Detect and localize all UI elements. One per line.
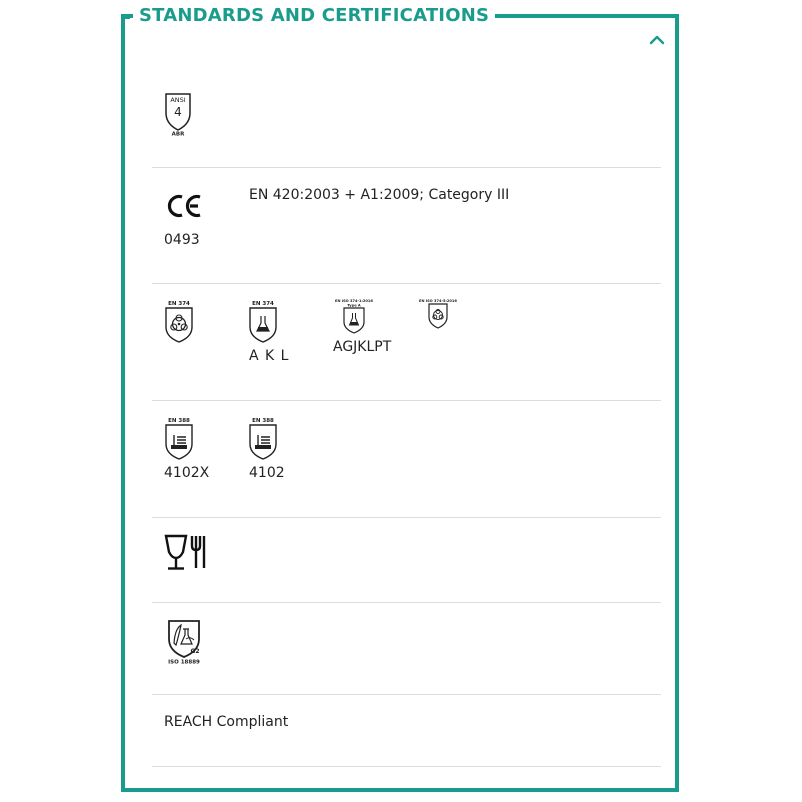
badge-top: ANSI bbox=[170, 96, 186, 104]
badge-top: EN ISO 374-5:2016 bbox=[419, 299, 457, 303]
cert-row-en388 bbox=[152, 401, 661, 518]
cert-row-ce bbox=[152, 168, 661, 284]
badge-sub: Type A bbox=[347, 303, 361, 308]
en388-code-2: 4102 bbox=[249, 465, 285, 481]
badge-top: EN 388 bbox=[252, 418, 274, 424]
iso-18889-shield-icon bbox=[165, 619, 205, 669]
cert-row-en374 bbox=[152, 284, 661, 401]
food-safe-glass-fork-icon bbox=[164, 534, 208, 576]
en388-mechanical-shield-icon bbox=[247, 415, 281, 465]
badge-top: EN ISO 374-1:2016 bbox=[335, 299, 373, 303]
title-decoration-left bbox=[124, 14, 130, 19]
cert-row-ansi bbox=[152, 60, 661, 168]
ce-standard-text: EN 420:2003 + A1:2009; Category III bbox=[249, 187, 510, 203]
en388-mechanical-shield-icon bbox=[163, 415, 197, 465]
badge-number: 4 bbox=[174, 105, 182, 119]
badge-top: EN 374 bbox=[252, 301, 274, 307]
cert-row-iso18889 bbox=[152, 603, 661, 695]
en374-chemical-codes: A K L bbox=[249, 348, 290, 364]
collapse-toggle-button[interactable] bbox=[646, 28, 668, 50]
badge-bottom: ABR bbox=[171, 131, 185, 137]
badge-top: EN 374 bbox=[168, 301, 190, 307]
section-title: STANDARDS AND CERTIFICATIONS bbox=[133, 4, 495, 28]
cert-row-food-safe bbox=[152, 518, 661, 603]
badge-bottom: ISO 18889 bbox=[168, 659, 200, 665]
en-iso-374-1-type-a-shield-icon bbox=[332, 298, 378, 338]
chevron-up-icon bbox=[646, 28, 668, 50]
ce-notified-body-code: 0493 bbox=[164, 232, 200, 248]
en374-chemical-flask-shield-icon bbox=[247, 298, 281, 348]
badge-level: G2 bbox=[190, 648, 200, 655]
ce-mark-icon bbox=[166, 192, 206, 224]
cert-row-reach bbox=[152, 695, 661, 767]
badge-top: EN 388 bbox=[168, 418, 190, 424]
en-iso-374-1-codes: AGJKLPT bbox=[333, 339, 392, 355]
en-iso-374-5-biohazard-shield-icon bbox=[416, 298, 462, 338]
reach-compliant-text: REACH Compliant bbox=[164, 714, 289, 730]
ansi-4-abr-shield-icon bbox=[163, 91, 195, 141]
en388-code-1: 4102X bbox=[164, 465, 210, 481]
en374-biohazard-shield-icon bbox=[163, 298, 197, 348]
